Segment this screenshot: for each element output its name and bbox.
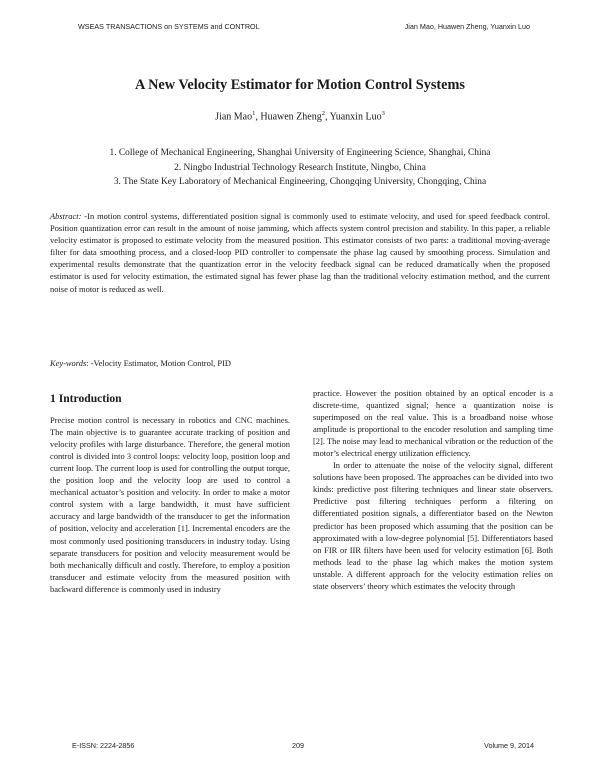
affiliation-line: 1. College of Mechanical Engineering, Shanghai University of Engineering Science, Shanghai, China: [109, 148, 491, 158]
body-paragraph: practice. However the position obtained by an optical encoder is a discrete-time, quantized signal; hence a quantization noise is superimposed on the real value. This is a broadband noise whose amplitude is proportional to the encoder resolution and sampling time [2]. The noise may lead to mechanical vibration or the reduction of the motor’s electrical energy utilization efficiency.: [313, 388, 553, 459]
author-affil-mark: 3: [381, 110, 385, 117]
keywords: [50, 358, 550, 368]
keywords-text: : -Velocity Estimator, Motion Control, PID: [86, 358, 231, 368]
author-affil-mark: 1: [252, 110, 256, 117]
author-affil-mark: 2: [321, 110, 325, 117]
body-column-right: [313, 387, 553, 592]
footer-issn: E-ISSN: 2224-2856: [72, 741, 135, 750]
abstract-label: Abstract:: [50, 211, 82, 221]
footer-volume: Volume 9, 2014: [484, 741, 534, 750]
body-paragraph: In order to attenuate the noise of the velocity signal, different solutions have been proposed. The approaches can be divided into two kinds: predictive post filtering techniques and linear state observers. Predictive post filtering techniques perform a filtering on differentiated position signals, a differentiator based on the Newton predictor has been proposed which assuming that the position can be approximated with a low-degree polynomial [5]. Differentiators based on FIR or IIR filters have been used for velocity estimation [6]. Both methods lead to the phase lag which makes the motion system unstable. A different approach for the velocity estimation relies on state observers’ theory which estimates the velocity through: [313, 460, 553, 591]
affiliations: [0, 146, 600, 190]
abstract-text: -In motion control systems, differentiated position signal is commonly used to estimate velocity, and used for speed feedback control. Position quantization error can result in the amount of noise jamming, which affects system control precision and stability. In this paper, a reliable velocity estimator is proposed to estimate velocity from the measured position. This estimator consists of two parts: a traditional moving-average filter for data smoothing process, and a closed-loop PID controller to compensate the phase lag caused by smoothing process. Simulation and experimental results demonstrate that the quantization error in the velocity feedback signal can be reduced dramatically when the proposed estimator is used for velocity estimation, the estimated signal has fewer phase lag than the traditional velocity estimation method, and the current noise of motor is reduced as well.: [50, 211, 550, 294]
body-column-left: [50, 387, 290, 595]
footer-page-number: 209: [292, 741, 304, 750]
affiliation-line: 2. Ningbo Industrial Technology Research Institute, Ningbo, China: [174, 162, 426, 173]
section-heading: 1 Introduction: [50, 392, 122, 405]
running-header-journal: WSEAS TRANSACTIONS on SYSTEMS and CONTROL: [78, 22, 260, 31]
running-header-authors: Jian Mao, Huawen Zheng, Yuanxin Luo: [404, 22, 530, 31]
author-name: Yuanxin Luo: [329, 111, 382, 123]
paper-title: A New Velocity Estimator for Motion Control Systems: [135, 77, 465, 93]
body-paragraph: Precise motion control is necessary in robotics and CNC machines. The main objective is to guarantee accurate tracking of position and velocity profiles with large disturbance. Therefore, the general motion control is divided into 3 control loops: velocity loop, position loop and current loop. The current loop is used for controlling the output torque, the position loop and the velocity loop are used to control a mechanical actuator’s position and velocity. In order to make a motor control system with a large bandwidth, it must have sufficient accuracy and large bandwidth of the transducer to get the information of position, velocity and acceleration [1]. Incremental encoders are the most commonly used positioning transducers in industry today. Using separate transducers for position and velocity measurement would be both mechanically difficult and costly. Therefore, to employ a position transducer and estimate velocity from the measured position with backward difference is commonly used in industry: [50, 415, 290, 594]
abstract: [50, 210, 550, 295]
keywords-label: Key-words: [50, 358, 87, 368]
author-name: Jian Mao: [215, 111, 253, 123]
author-list: Jian Mao$^1$, Huawen Zheng$^2$, Yuanxin Luo$^3$: [215, 110, 385, 123]
affiliation-line: 3. The State Key Laboratory of Mechanical Engineering, Chongqing University, Chongqing, China: [113, 177, 487, 188]
author-name: Huawen Zheng: [260, 111, 322, 123]
